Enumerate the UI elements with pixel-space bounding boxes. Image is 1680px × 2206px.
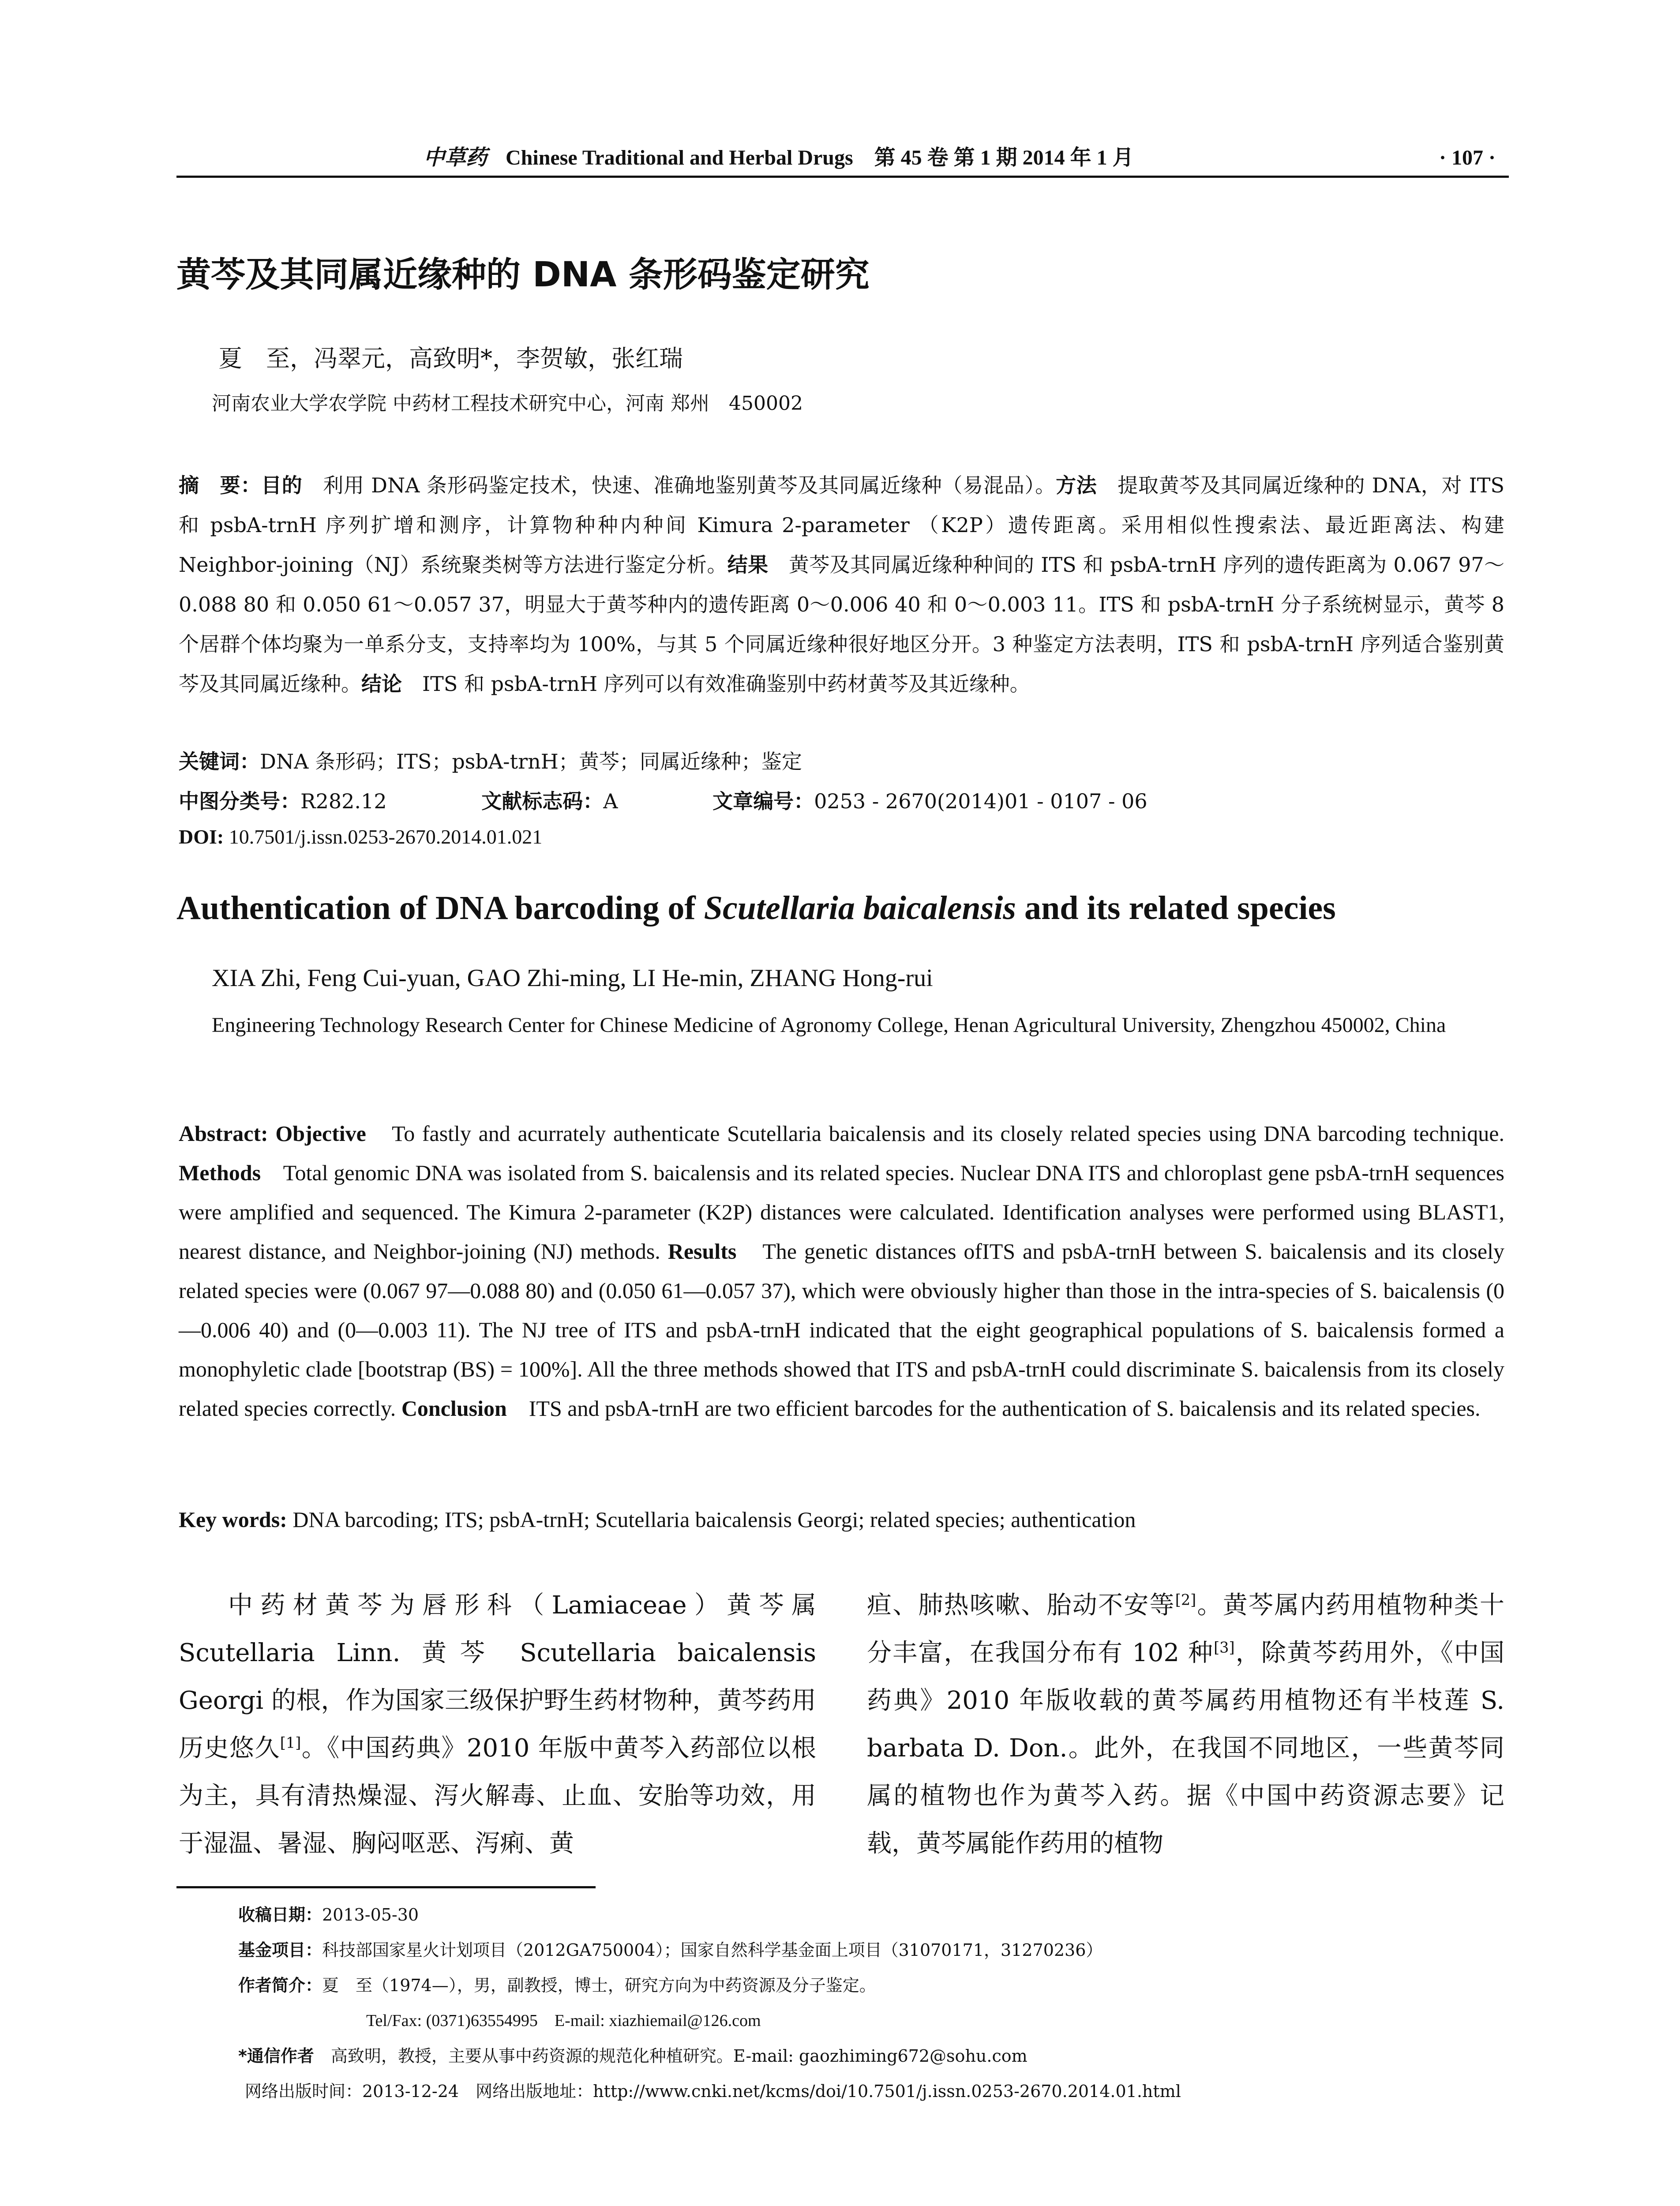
keywords-en [179,1507,1136,1532]
footnote-corresponding: *通信作者 高致明，教授，主要从事中药资源的规范化种植研究。E-mail: gaozhiming672@sohu.com [238,2046,1028,2066]
doi-value: 10.7501/j.issn.0253-2670.2014.01.021 [229,825,543,848]
body-column-right: 疸、肺热咳嗽、胎动不安等[2]。黄芩属内药用植物种类十分丰富，在我国分布有 102 种[3]，除黄芩药用外，《中国药典》2010 年版收载的黄芩属药用植物还有半枝莲 S. barbata D. Don.。此外，在我国不同地区，一些黄芩同属的植物也作为黄芩入药。据《中国中药资源志要》记载，黄芩属能作药用的植物 [867,1591,1505,1858]
keywords-cn-value: DNA 条形码；ITS；psbA-trnH；黄芩；同属近缘种；鉴定 [260,750,802,773]
results-en: The genetic distances ofITS and psbA-trnH between S. baicalensis and its closely related species were (0.067 97—0.088 80) and (0.050 61—0.057 37), which were obviously higher than those in the intra-species of S. baicalensis (0—0.006 40) and (0—0.003 11). The NJ tree of ITS and psbA-trnH indicated that the eight geographical populations of S. baicalensis formed a monophyletic clade [bootstrap (BS) = 100%]. All the three methods showed that ITS and psbA-trnH could discriminate S. baicalensis from its closely related species correctly. [179,1239,1504,1421]
results-cn-label: 结果 [727,553,769,577]
objective-en-label: Objective [275,1121,366,1146]
abstract-en-label: Abstract: [179,1121,276,1146]
authors-en: XIA Zhi, Feng Cui-yuan, GAO Zhi-ming, LI He-min, ZHANG Hong-rui [212,964,933,992]
methods-cn-label: 方法 [1056,473,1097,497]
results-cn: 黄芩及其同属近缘种种间的 ITS 和 psbA-trnH 序列的遗传距离为 0.067 97～0.088 80 和 0.050 61～0.057 37，明显大于黄芩种内的遗传距离 0～0.006 40 和 0～0.003 11。ITS 和 psbA-trnH 分子系统树显示，黄芩 8 个居群个体均聚为一单系分支，支持率均为 100%，与其 5 个同属近缘种很好地区分开。3 种鉴定方法表明，ITS 和 psbA-trnH 序列适合鉴别黄芩及其同属近缘种。 [179,553,1505,696]
doi-line [179,825,542,848]
citation-2: [2] [1175,1591,1196,1609]
abstract-cn [179,465,1504,704]
citation-3: [3] [1214,1639,1235,1656]
keywords-en-label: Key words: [179,1507,293,1532]
conclusion-cn-label: 结论 [361,672,402,696]
keywords-cn-label: 关键词： [179,750,260,773]
footnote-online: 网络出版时间：2013-12-24 网络出版地址：http://www.cnki.net/kcms/doi/10.7501/j.issn.0253-2670.2014.01.html [245,2082,1181,2101]
title-en: Authentication of DNA barcoding of Scutellaria baicalensis and its related species [176,889,1336,927]
body-column-left: 中药材黄芩为唇形科（Lamiaceae）黄芩属 Scutellaria Linn. 黄芩 Scutellaria baicalensis Georgi 的根，作为国家三级保护野生药材物种，黄芩药用历史悠久[1]。《中国药典》2010 年版中黄芩入药部位以根为主，具有清热燥湿、泻火解毒、止血、安胎等功效，用于湿温、暑湿、胸闷呕恶、泻痢、黄 [179,1591,816,1858]
article-number-value: 0253 - 2670(2014)01 - 0107 - 06 [814,789,1148,813]
title-cn: 黄芩及其同属近缘种的 DNA 条形码鉴定研究 [176,255,870,295]
running-header [176,140,1509,178]
conclusion-en-label: Conclusion [401,1396,507,1421]
species-name: Scutellaria baicalensis [704,889,1016,927]
keywords-cn [179,746,802,775]
doi-label: DOI: [179,825,229,848]
footnote-received: 收稿日期：2013-05-30 [238,1905,419,1925]
affiliation-en: Engineering Technology Research Center for Chinese Medicine of Agronomy College, Henan Agricultural University, Zhengzhou 450002, China [212,1013,1446,1037]
objective-en: To fastly and acurrately authenticate Scutellaria baicalensis and its closely related species using DNA barcoding technique. [366,1121,1504,1146]
footnote-fund: 基金项目：科技部国家星火计划项目（2012GA750004）；国家自然科学基金面上项目（31070171，31270236） [238,1940,1103,1960]
abstract-cn-label: 摘 要： [179,473,261,497]
footnote-author: 作者简介：夏 至（1974—），男，副教授，博士，研究方向为中药资源及分子鉴定。 [238,1976,876,1995]
clc-label: 中图分类号： [179,789,300,813]
methods-en-label: Methods [179,1160,261,1185]
keywords-en-value: DNA barcoding; ITS; psbA-trnH; Scutellaria baicalensis Georgi; related species; authentication [292,1507,1136,1532]
methods-en: Total genomic DNA was isolated from S. baicalensis and its related species. Nuclear DNA ITS and chloroplast gene psbA-trnH sequences were amplified and sequenced. The Kimura 2-parameter (K2P) distances were calculated. Identification analyses were performed using BLAST1, nearest distance, and Neighbor-joining (NJ) methods. [179,1160,1504,1264]
objective-cn-label: 目的 [261,473,303,497]
doc-code-value: A [603,789,618,813]
article-number-label: 文章编号： [712,789,814,813]
journal-cn-name: 中草药 [424,146,488,169]
doc-code-label: 文献标志码： [481,789,604,813]
conclusion-cn: ITS 和 psbA-trnH 序列可以有效准确鉴别中药材黄芩及其近缘种。 [402,672,1030,696]
results-en-label: Results [668,1239,737,1264]
conclusion-en: ITS and psbA-trnH are two efficient barcodes for the authentication of S. baicalensis and its related species. [506,1396,1481,1421]
footnote-contact: Tel/Fax: (0371)63554995 E-mail: xiazhiemail@126.com [366,2011,761,2030]
objective-cn: 利用 DNA 条形码鉴定技术，快速、准确地鉴别黄芩及其同属近缘种（易混品）。 [302,473,1056,497]
journal-issue-line: Chinese Traditional and Herbal Drugs 第 45 卷 第 1 期 2014 年 1 月 [506,146,1134,169]
footnote-divider [176,1886,596,1888]
page-number: · 107 · [1439,146,1496,169]
clc-value: R282.12 [300,789,387,813]
abstract-en [179,1114,1504,1428]
citation-1: [1] [280,1734,301,1752]
classification-line [179,785,1148,814]
affiliation-cn: 河南农业大学农学院 中药材工程技术研究中心，河南 郑州 450002 [212,392,803,415]
authors-cn: 夏 至，冯翠元，高致明*，李贺敏，张红瑞 [218,345,683,372]
methods-cn: 提取黄芩及其同属近缘种的 DNA，对 ITS 和 psbA-trnH 序列扩增和测序，计算物种种内种间 Kimura 2-parameter （K2P）遗传距离。采用相似性搜索法、最近距离法、构建 Neighbor-joining（NJ）系统聚类树等方法进行鉴定分析。 [179,473,1505,577]
